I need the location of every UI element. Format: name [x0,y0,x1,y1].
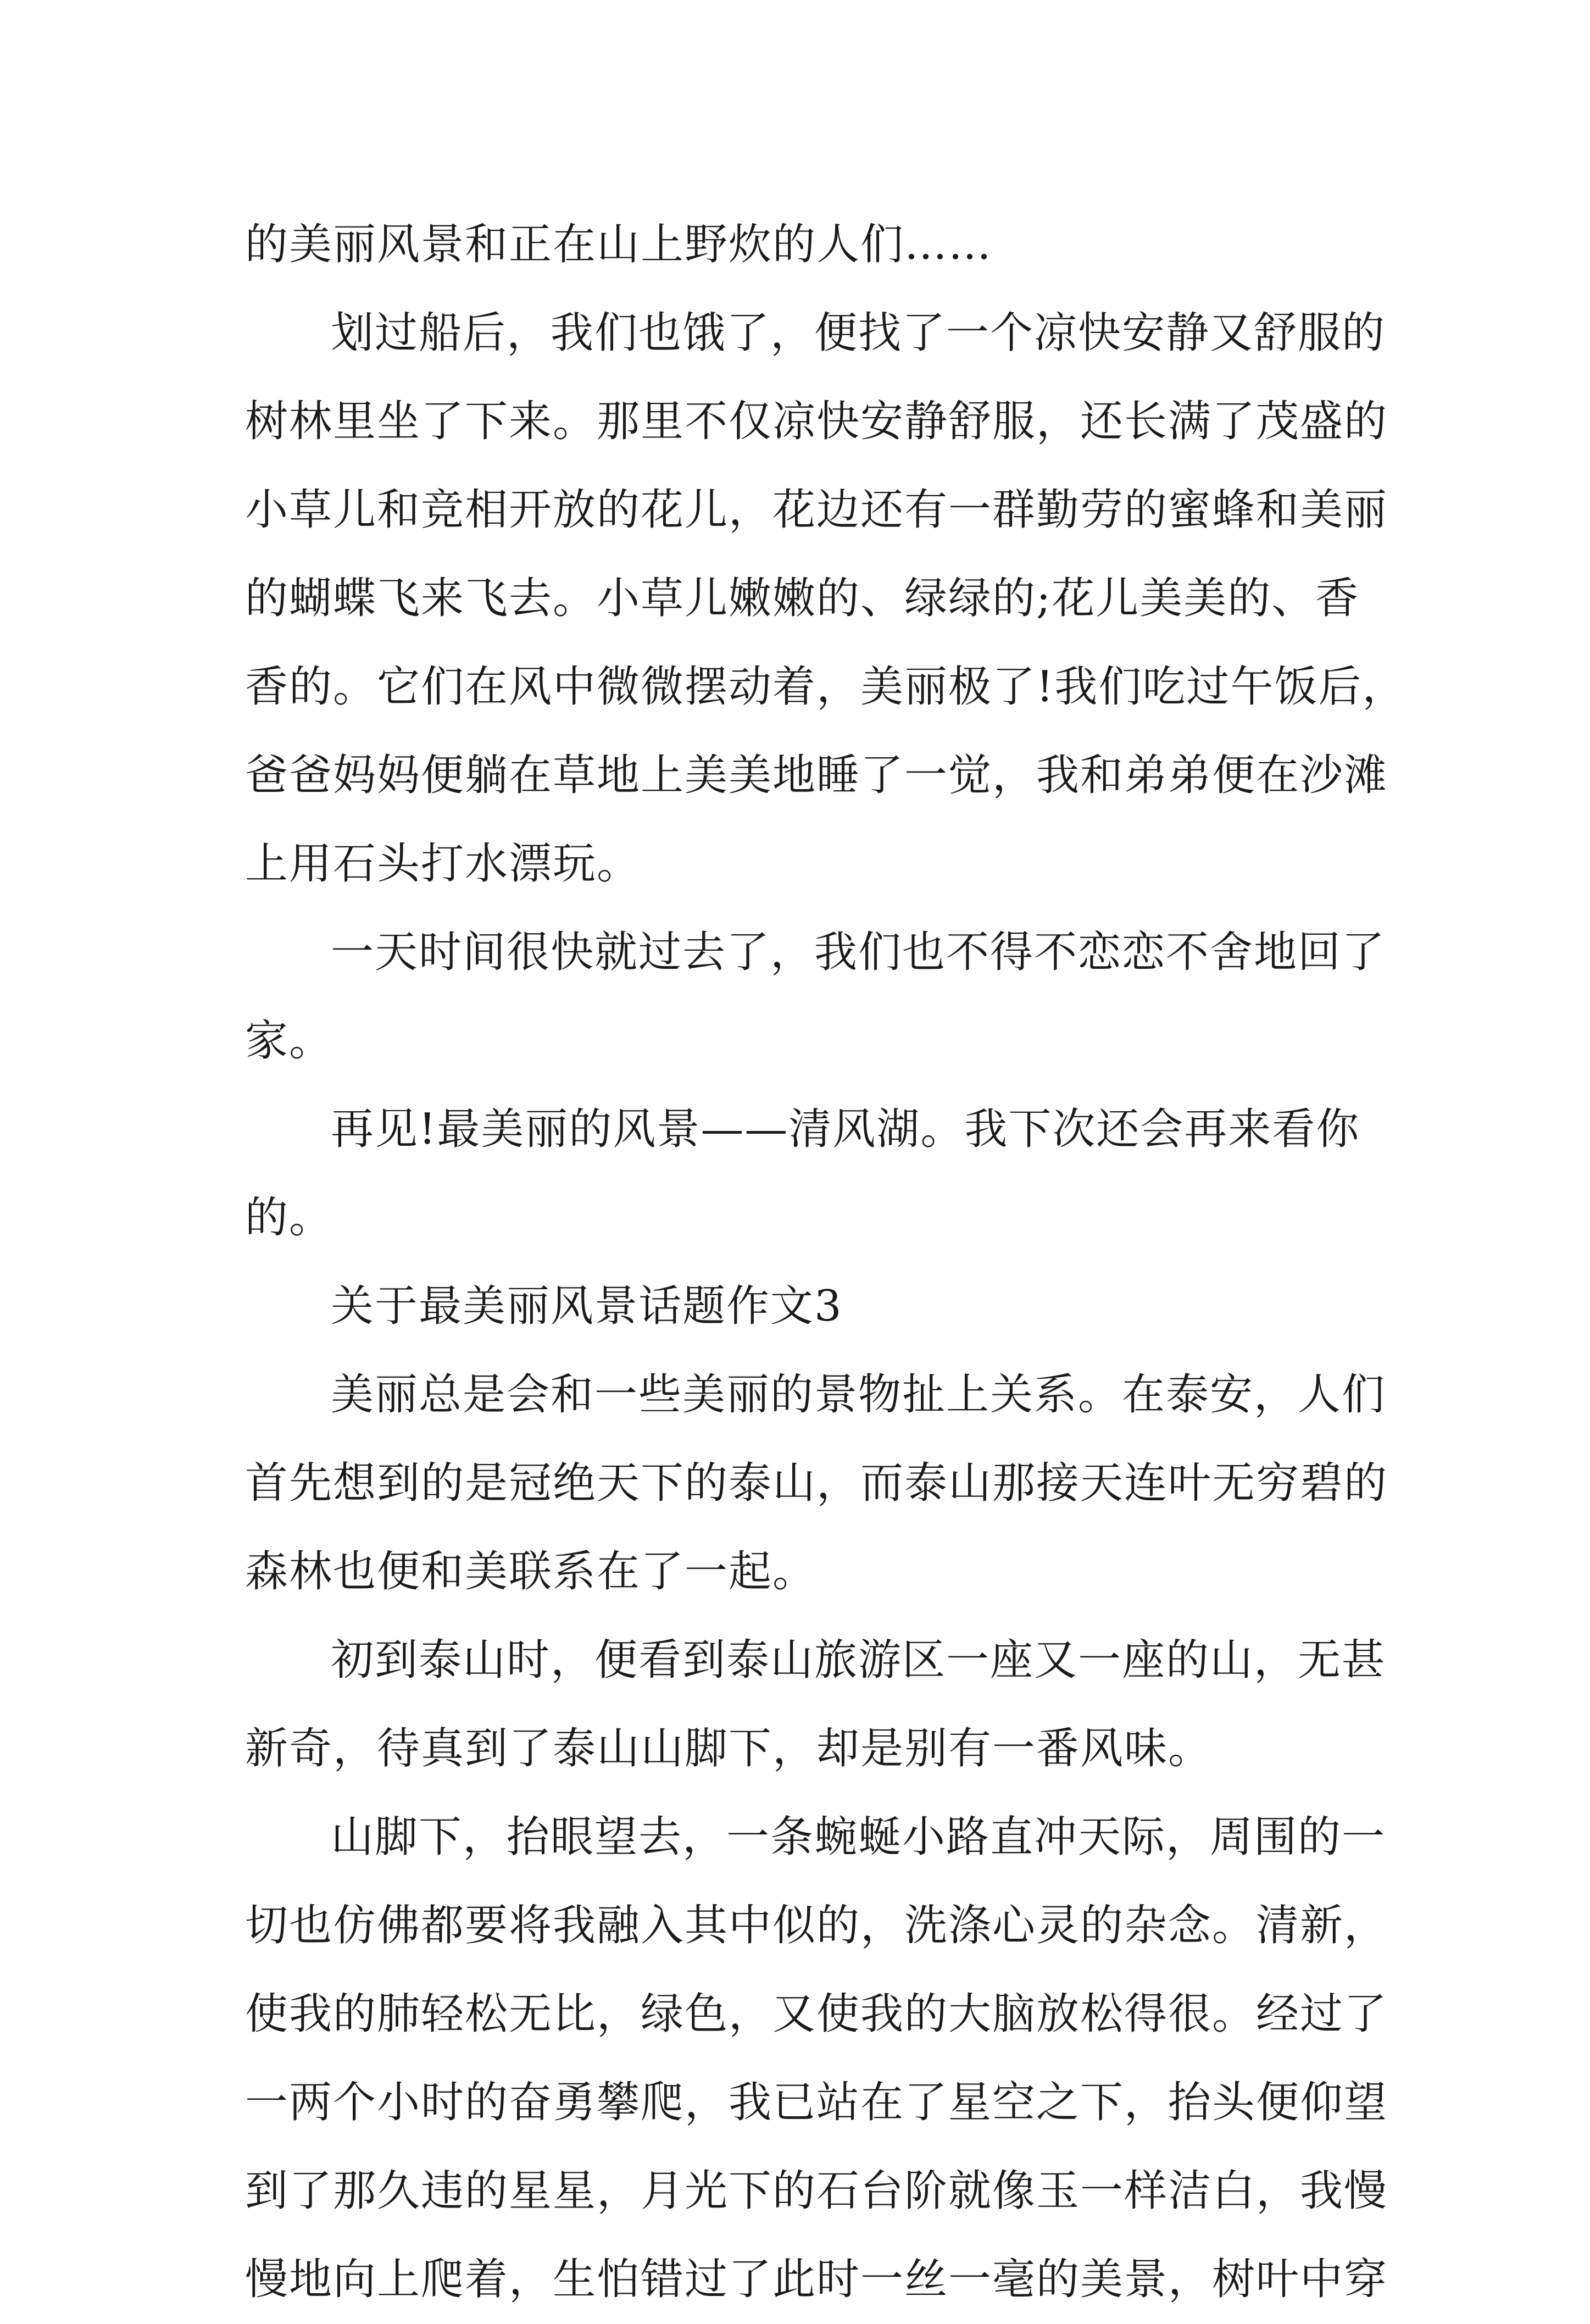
text-line: 美丽总是会和一些美丽的景物扯上关系。在泰安，人们 [331,1370,1386,1419]
text-line: 一两个小时的奋勇攀爬，我已站在了星空之下，抬头便仰望 [245,2078,1388,2127]
document-body [245,201,1406,2324]
text-line: 新奇，待真到了泰山山脚下，却是别有一番风味。 [245,1724,1213,1773]
text-line: 使我的肺轻松无比，绿色，又使我的大脑放松得很。经过了 [245,1989,1388,2039]
text-line: 的美丽风景和正在山上野炊的人们…… [245,220,993,269]
text-line: 划过船后，我们也饿了，便找了一个凉快安静又舒服的 [331,308,1386,358]
text-line: 首先想到的是冠绝天下的泰山，而泰山那接天连叶无穷碧的 [245,1458,1388,1508]
text-line: 慢地向上爬着，生怕错过了此时一丝一毫的美景，树叶中穿 [245,2255,1388,2304]
text-line: 爸爸妈妈便躺在草地上美美地睡了一觉，我和弟弟便在沙滩 [245,751,1388,800]
text-line: 再见!最美丽的风景——清风湖。我下次还会再来看你 [331,1105,1360,1154]
text-line: 到了那久违的星星，月光下的石台阶就像玉一样洁白，我慢 [245,2166,1388,2216]
text-line: 初到泰山时，便看到泰山旅游区一座又一座的山，无甚 [331,1635,1386,1685]
text-line: 山脚下，抬眼望去，一条蜿蜒小路直冲天际，周围的一 [331,1812,1386,1862]
text-line: 一天时间很快就过去了，我们也不得不恋恋不舍地回了 [331,928,1386,977]
text-line: 树林里坐了下来。那里不仅凉快安静舒服，还长满了茂盛的 [245,397,1388,446]
text-line: 的蝴蝶飞来飞去。小草儿嫩嫩的、绿绿的;花儿美美的、香 [245,574,1360,623]
text-line: 的。 [245,1193,333,1243]
text-line: 切也仿佛都要将我融入其中似的，洗涤心灵的杂念。清新， [245,1901,1388,1950]
text-line: 香的。它们在风中微微摆动着，美丽极了!我们吃过午饭后， [245,662,1406,712]
text-line: 小草儿和竞相开放的花儿，花边还有一群勤劳的蜜蜂和美丽 [245,485,1388,535]
text-line: 上用石头打水漂玩。 [245,839,641,889]
text-line: 家。 [245,1016,333,1066]
text-line: 森林也便和美联系在了一起。 [245,1547,817,1596]
section-heading: 关于最美丽风景话题作文3 [331,1282,843,1331]
